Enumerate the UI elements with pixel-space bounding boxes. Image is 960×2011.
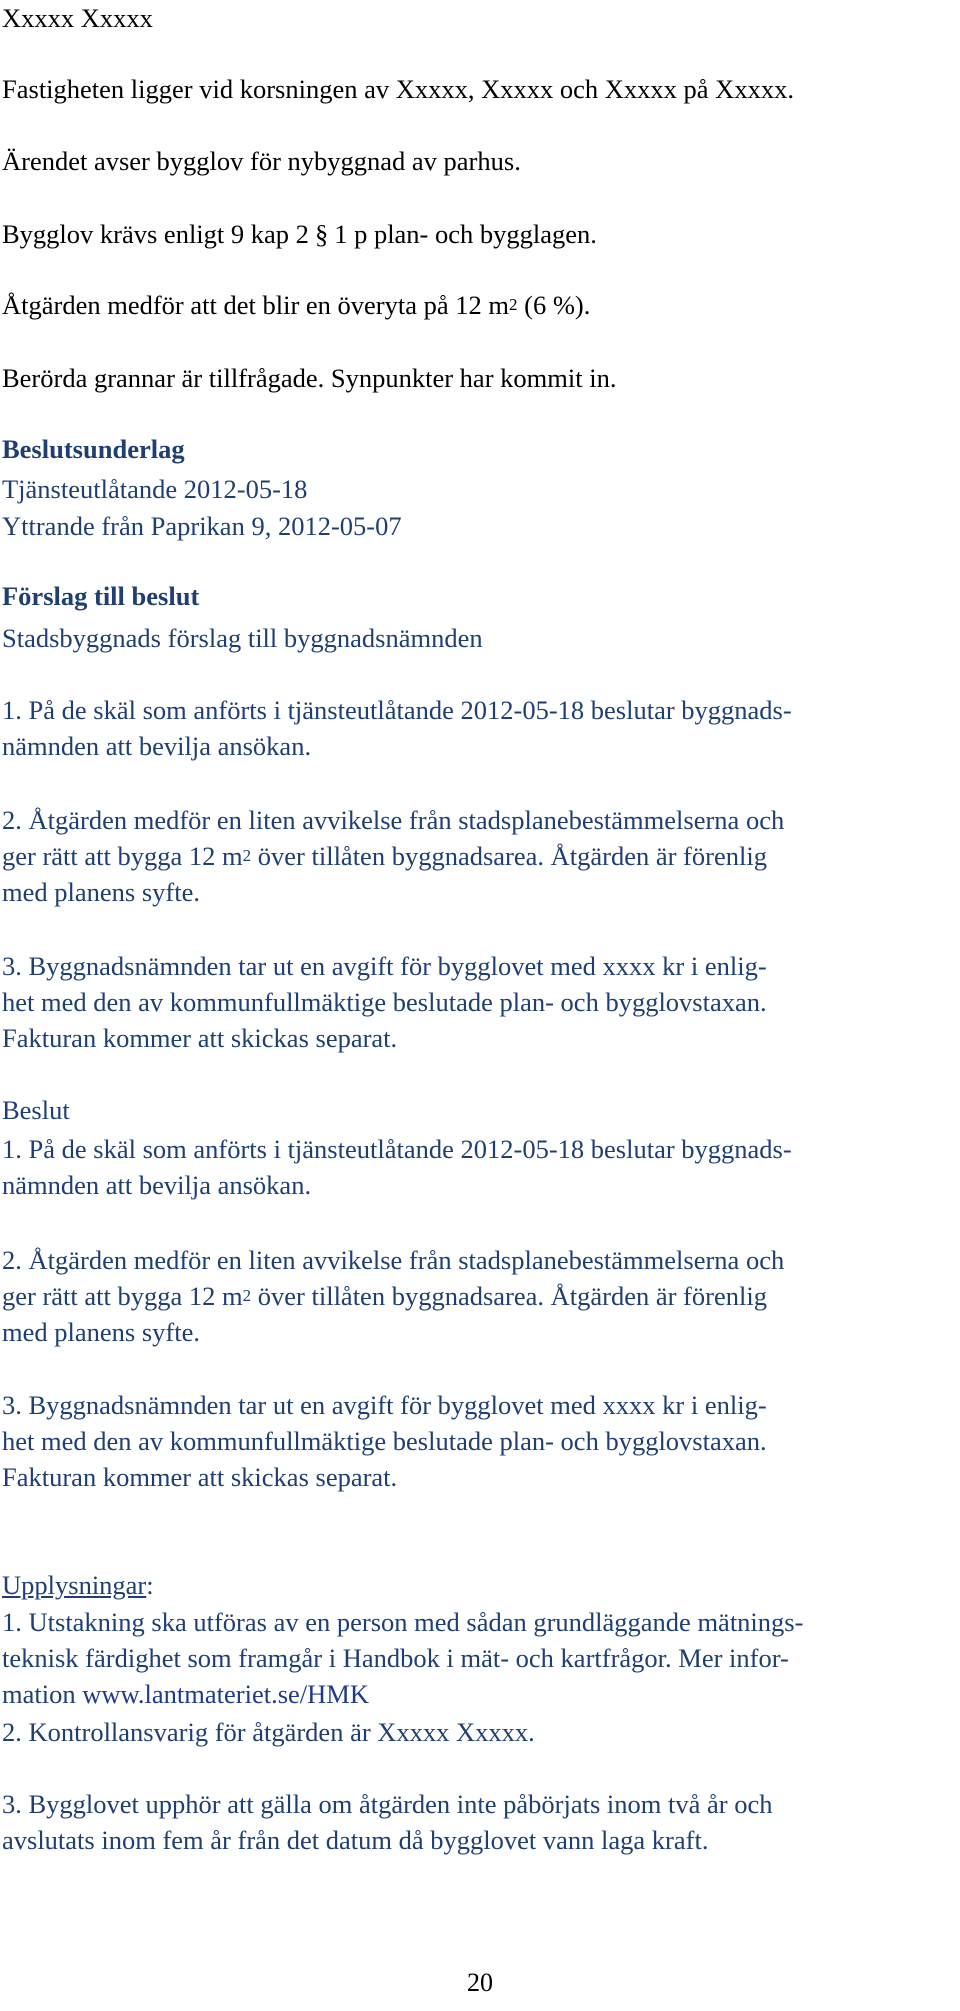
forslag-subheading: Stadsbyggnads förslag till byggnadsnämnden (2, 623, 483, 653)
intro-location-paragraph: Fastigheten ligger vid korsningen av Xxxxx, Xxxxx och Xxxxx på Xxxxx. (2, 74, 794, 104)
beslut-heading: Beslut (2, 1095, 70, 1125)
page-number: 20 (467, 1968, 493, 1997)
forslag-item-2: 2. Åtgärden medför en liten avvikelse från stadsplanebestämmelserna och ger rätt att bygga 12 $m^2$ över tillåten byggnadsarea. Åtgärden är förenlig med planens syfte. (2, 805, 785, 907)
upplysningar-heading: Upplysningar: (2, 1570, 154, 1600)
upplysningar-item-1: 1. Utstakning ska utföras av en person med sådan grundläggande mätnings- teknisk färdighet som framgår i Handbok i mät- och kartfrågor. Mer infor- mation www.lantmateriet.se/HMK (2, 1607, 804, 1709)
applicant-name: Xxxxx Xxxxx (2, 3, 153, 33)
beslutsunderlag-line-1: Tjänsteutlåtande 2012-05-18 (2, 474, 308, 504)
beslut-item-3: 3. Byggnadsnämnden tar ut en avgift för bygglovet med xxxx kr i enlig- het med den av kommunfullmäktige beslutade plan- och bygglovstaxan. Fakturan kommer att skickas separat. (2, 1390, 767, 1492)
lantmateriet-link[interactable]: www.lantmateriet.se/HMK (82, 1679, 369, 1709)
beslut-item-1: 1. På de skäl som anförts i tjänsteutlåtande 2012-05-18 beslutar byggnads- nämnden att bevilja ansökan. (2, 1134, 792, 1200)
intro-subject-paragraph: Ärendet avser bygglov för nybyggnad av parhus. (2, 146, 521, 176)
forslag-item-1: 1. På de skäl som anförts i tjänsteutlåtande 2012-05-18 beslutar byggnads- nämnden att bevilja ansökan. (2, 695, 792, 761)
intro-neighbours-paragraph: Berörda grannar är tillfrågade. Synpunkter har kommit in. (2, 363, 617, 393)
beslut-item-2: 2. Åtgärden medför en liten avvikelse från stadsplanebestämmelserna och ger rätt att bygga 12 $m^2$ över tillåten byggnadsarea. Åtgärden är förenlig med planens syfte. (2, 1245, 785, 1347)
forslag-item-3: 3. Byggnadsnämnden tar ut en avgift för bygglovet med xxxx kr i enlig- het med den av kommunfullmäktige beslutade plan- och bygglovstaxan. Fakturan kommer att skickas separat. (2, 951, 767, 1053)
beslutsunderlag-line-2: Yttrande från Paprikan 9, 2012-05-07 (2, 511, 402, 541)
beslutsunderlag-heading: Beslutsunderlag (2, 434, 185, 464)
upplysningar-item-2: 2. Kontrollansvarig för åtgärden är Xxxxx Xxxxx. (2, 1717, 535, 1747)
forslag-heading: Förslag till beslut (2, 581, 200, 611)
upplysningar-item-3: 3. Bygglovet upphör att gälla om åtgärden inte påbörjats inom två år och avslutats inom fem år från det datum då bygglovet vann laga kraft. (2, 1789, 773, 1855)
intro-legal-basis-paragraph: Bygglov krävs enligt 9 kap 2 § 1 p plan- och bygglagen. (2, 216, 947, 252)
paragraph-sign: § (314, 219, 329, 249)
intro-excess-area-paragraph: Åtgärden medför att det blir en överyta på 12 $m^2$ (6 %). (2, 290, 591, 320)
